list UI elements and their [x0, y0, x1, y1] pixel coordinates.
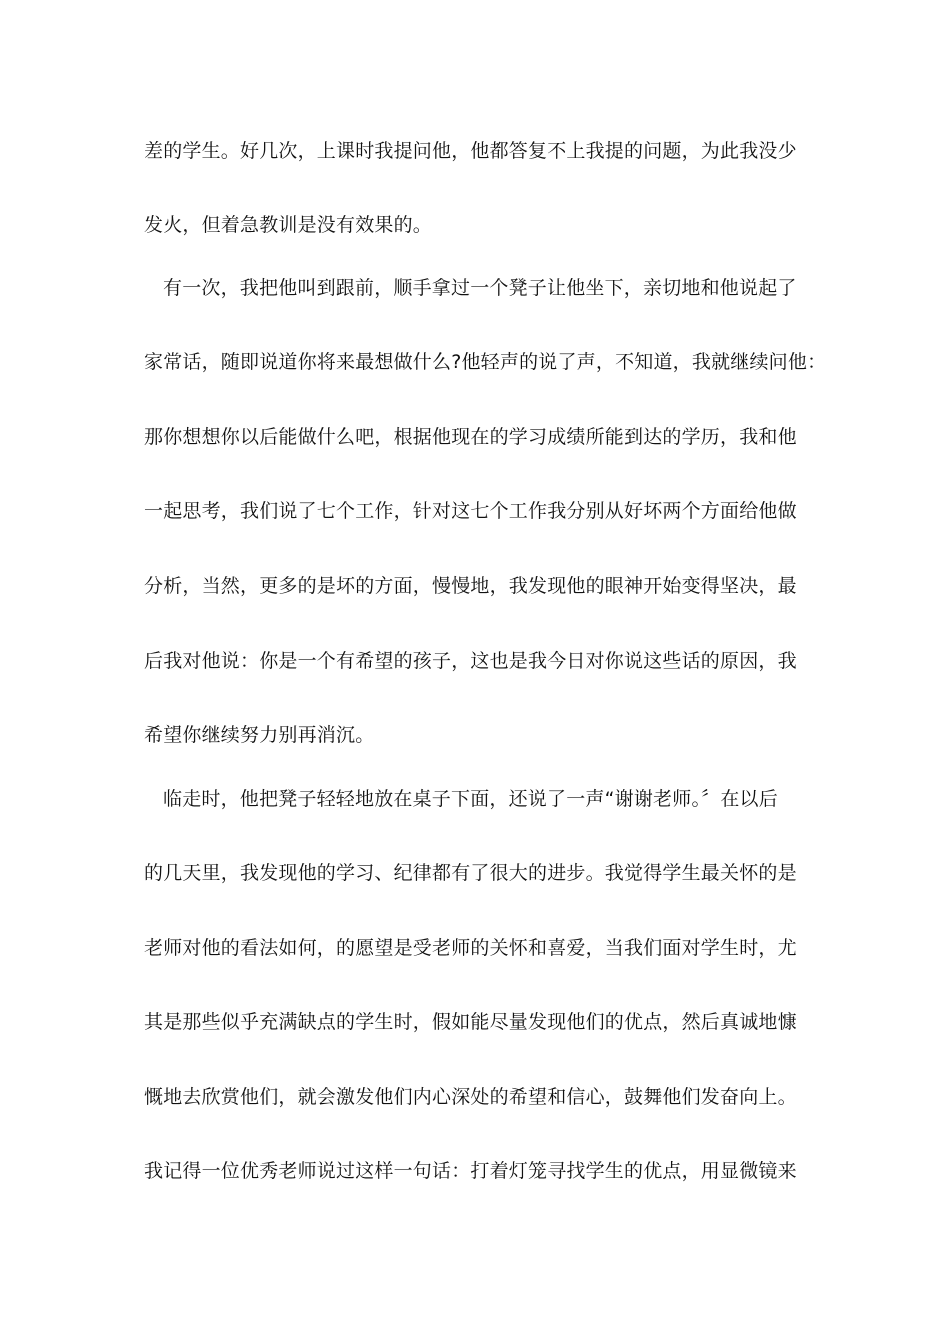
text-line: 发火，但着急教训是没有效果的。 — [144, 214, 433, 236]
text-line: 那你想想你以后能做什么吧，根据他现在的学习成绩所能到达的学历，我和他 — [144, 426, 797, 448]
text-line: 的几天里，我发现他的学习、纪律都有了很大的进步。我觉得学生最关怀的是 — [144, 862, 797, 884]
text-line: 我记得一位优秀老师说过这样一句话：打着灯笼寻找学生的优点，用显微镜来 — [144, 1160, 797, 1182]
text-line: 慨地去欣赏他们，就会激发他们内心深处的希望和信心，鼓舞他们发奋向上。 — [144, 1086, 797, 1108]
text-line: 老师对他的看法如何，的愿望是受老师的关怀和喜爱，当我们面对学生时，尤 — [144, 937, 797, 959]
text-line: 家常话，随即说道你将来最想做什么?他轻声的说了声，不知道，我就继续问他： — [144, 351, 827, 373]
text-line: 后我对他说：你是一个有希望的孩子，这也是我今日对你说这些话的原因，我 — [144, 650, 797, 672]
text-line: 分析，当然，更多的是坏的方面，慢慢地，我发现他的眼神开始变得坚决，最 — [144, 575, 797, 597]
text-line: 差的学生。好几次，上课时我提问他，他都答复不上我提的问题，为此我没少 — [144, 140, 797, 162]
paragraph-start-line: 有一次，我把他叫到跟前，顺手拿过一个凳子让他坐下，亲切地和他说起了 — [163, 277, 797, 299]
text-line: 其是那些似乎充满缺点的学生时，假如能尽量发现他们的优点，然后真诚地慷 — [144, 1011, 797, 1033]
text-line: 一起思考，我们说了七个工作，针对这七个工作我分别从好坏两个方面给他做 — [144, 500, 797, 522]
text-line: 希望你继续努力别再消沉。 — [144, 724, 375, 746]
paragraph-start-line: 临走时，他把凳子轻轻地放在桌子下面，还说了一声“谢谢老师。〞在以后 — [163, 788, 778, 810]
